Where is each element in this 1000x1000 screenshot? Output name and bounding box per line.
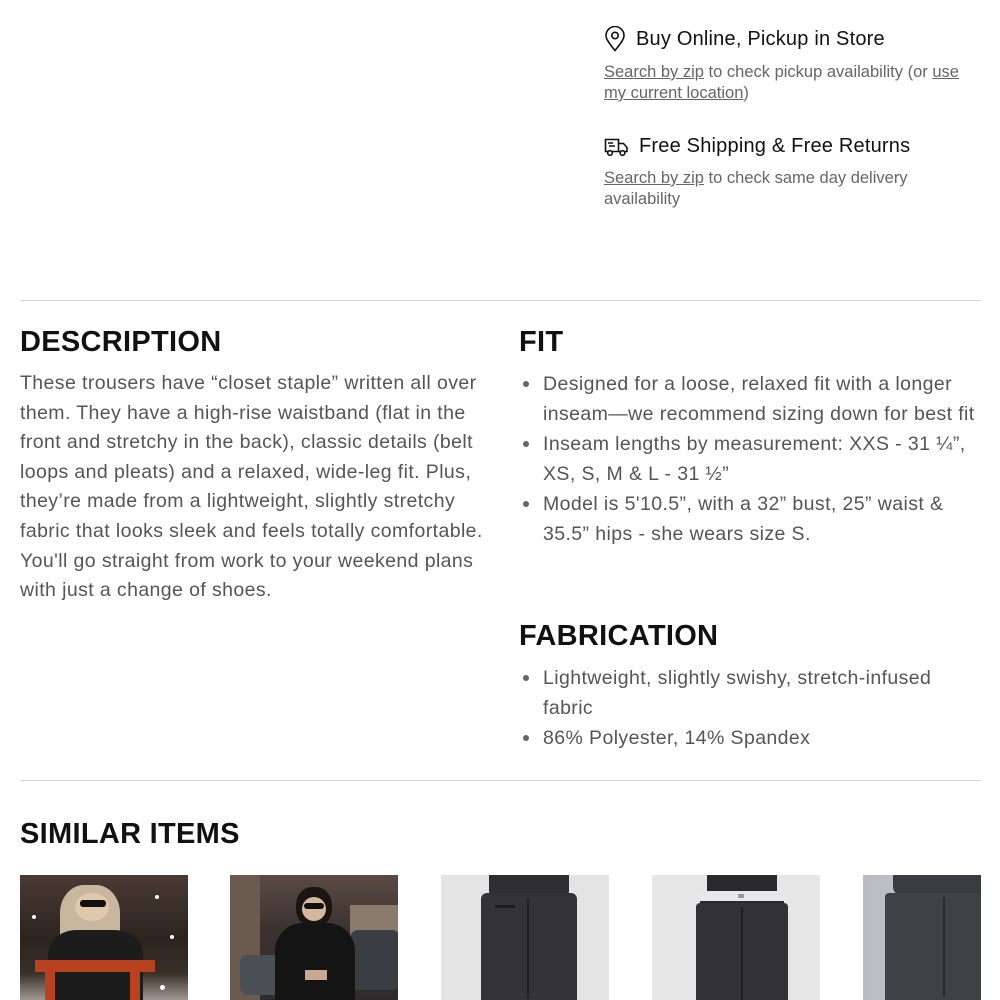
divider [20,300,981,301]
fabrication-item: Lightweight, slightly swishy, stretch-infused fabric [519,663,981,723]
divider [20,780,981,781]
use-current-location-link[interactable]: use my current location [604,63,959,102]
shipping-subtext [604,168,980,210]
fabrication-item: 86% Polyester, 14% Spandex [519,723,981,753]
description-text: These trousers have “closet staple” written all over them. They have a high-rise waistband (flat in the front and stretchy in the back), classic details (belt loops and pleats) and a relaxed, wide-leg fit. Plus, they’re made from a lightweight, slightly stretchy fabric that looks sleek and feels totally comfortable. You'll go straight from work to your weekend plans with just a change of shoes. [20,372,483,602]
pickup-subtext [604,62,980,104]
pickup-subtext-1: to check pickup availability (or [703,63,933,81]
pickup-search-zip-link[interactable]: Search by zip [604,63,704,81]
shipping-search-zip-link[interactable]: Search by zip [604,169,704,187]
shipping-header [604,135,980,158]
fit-item: Inseam lengths by measurement: XXS - 31 ¼”, XS, S, M & L - 31 ½” [519,429,981,489]
location-pin-icon [604,26,626,52]
fit-list [519,369,981,549]
fit-section [519,326,981,549]
pickup-subtext-2: ) [743,84,749,102]
pickup-section [604,26,980,104]
fit-heading: FIT [519,326,564,358]
fabrication-section [519,620,981,753]
fit-item: Model is 5'10.5”, with a 32” bust, 25” waist & 35.5” hips - she wears size S. [519,489,981,549]
description-section [20,326,490,606]
shipping-subtext-1: to check same day delivery availability [604,169,908,208]
fit-item: Designed for a loose, relaxed fit with a longer inseam—we recommend sizing down for best fit [519,369,981,429]
similar-item-image[interactable] [652,875,820,1000]
pickup-title: Buy Online, Pickup in Store [636,27,885,50]
shipping-title: Free Shipping & Free Returns [639,135,911,157]
similar-item-image[interactable] [441,875,609,1000]
similar-items-heading: SIMILAR ITEMS [20,818,240,850]
similar-item-image[interactable] [20,875,188,1000]
similar-item-image[interactable] [863,875,981,1000]
fabrication-list [519,663,981,753]
similar-items-carousel [20,875,981,1000]
pickup-header [604,26,980,52]
delivery-truck-icon [604,136,629,158]
shipping-section [604,135,980,210]
similar-item-image[interactable] [230,875,398,1000]
description-heading: DESCRIPTION [20,326,222,358]
similar-items-section [20,818,240,851]
fabrication-heading: FABRICATION [519,620,719,652]
